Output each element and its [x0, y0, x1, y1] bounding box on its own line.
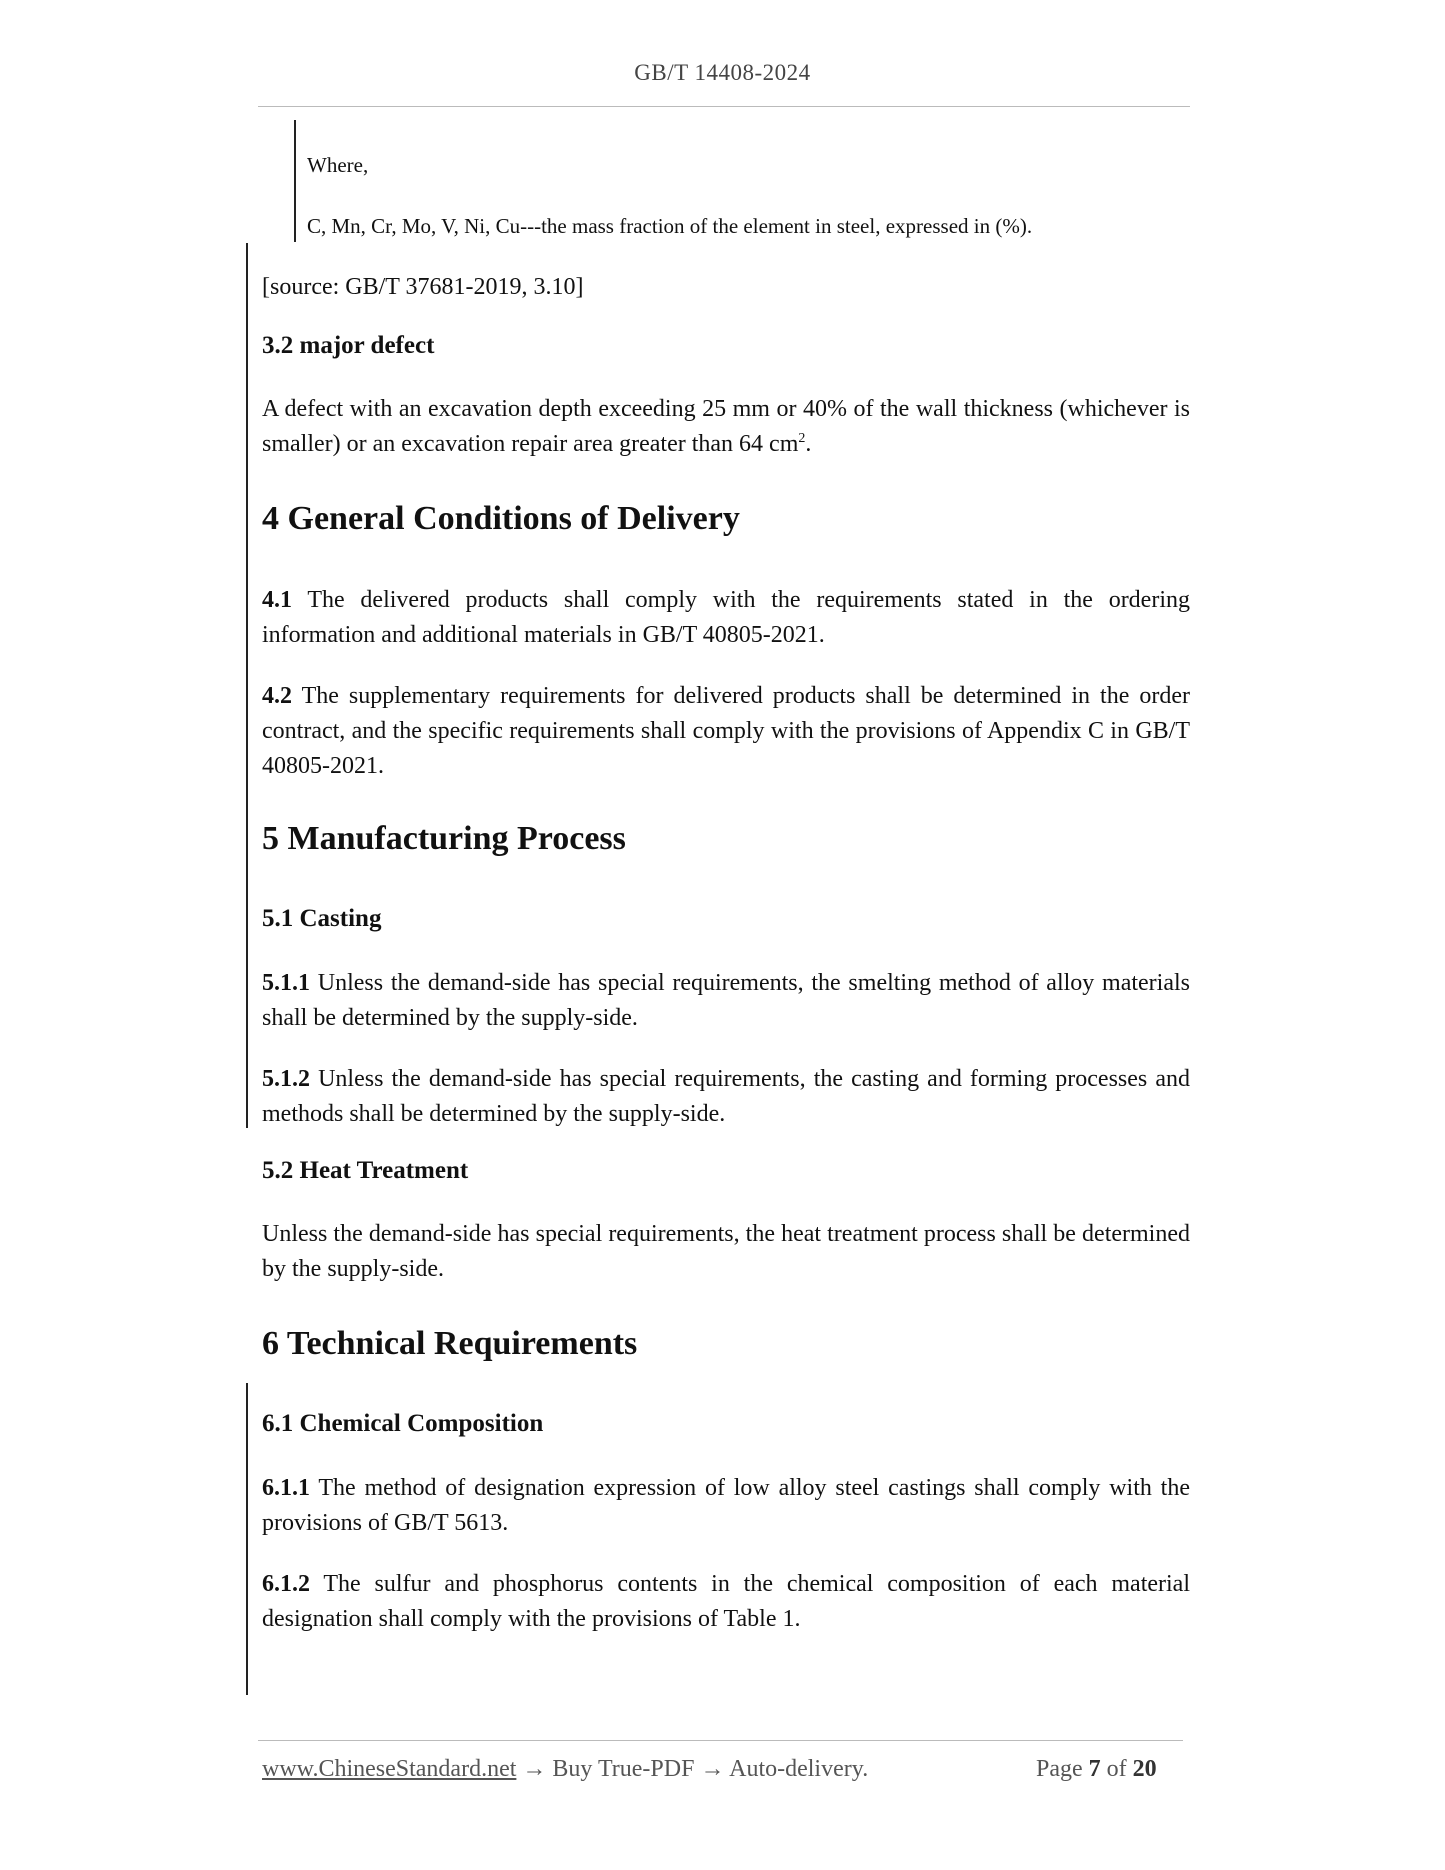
footer-divider: [258, 1740, 1183, 1741]
page-indicator: Page 7 of 20: [1036, 1756, 1157, 1782]
paragraph-5-1-1: 5.1.1 Unless the demand-side has special requirements, the smelting method of alloy materials shall be determined by the supply-side.: [262, 970, 1190, 1031]
paragraph-3-2: A defect with an excavation depth exceeding 25 mm or 40% of the wall thickness (whichever is smaller) or an excavation repair area greater than 64 $cm^2$.: [262, 396, 1190, 457]
paragraph-4-1: 4.1 The delivered products shall comply with the requirements stated in the ordering information and additional materials in GB/T 40805-2021.: [262, 587, 1190, 648]
heading-6-1: 6.1 Chemical Composition: [262, 1410, 544, 1437]
paragraph-6-1-1: 6.1.1 The method of designation expression of low alloy steel castings shall comply with the provisions of GB/T 5613.: [262, 1475, 1190, 1536]
revision-bar-section6: [246, 1383, 248, 1695]
heading-section-5: 5 Manufacturing Process: [262, 820, 626, 857]
header-divider: [258, 106, 1190, 107]
paragraph-6-1-2: 6.1.2 The sulfur and phosphorus contents in the chemical composition of each material designation shall comply with the provisions of Table 1.: [262, 1571, 1190, 1632]
paragraph-5-1-2: 5.1.2 Unless the demand-side has special requirements, the casting and forming processes and methods shall be determined by the supply-side.: [262, 1066, 1190, 1127]
footer-left: [262, 1756, 868, 1783]
footer-tagline: → Buy True-PDF → Auto-delivery.: [516, 1756, 869, 1782]
revision-bar-note: [294, 120, 296, 242]
note-where: Where,: [307, 153, 369, 177]
note-elements: C, Mn, Cr, Mo, V, Ni, Cu---the mass fraction of the element in steel, expressed in (%).: [307, 214, 1033, 238]
paragraph-4-2: 4.2 The supplementary requirements for delivered products shall be determined in the order contract, and the specific requirements shall comply with the provisions of Appendix C in GB/T 40805-2021.: [262, 683, 1190, 779]
heading-section-4: 4 General Conditions of Delivery: [262, 500, 740, 537]
heading-3-2: 3.2 major defect: [262, 332, 435, 359]
source-reference: [source: GB/T 37681-2019, 3.10]: [262, 274, 584, 300]
heading-5-1: 5.1 Casting: [262, 905, 382, 932]
paragraph-5-2: Unless the demand-side has special requirements, the heat treatment process shall be determined by the supply-side.: [262, 1221, 1190, 1282]
page-header-title: GB/T 14408-2024: [634, 60, 811, 85]
heading-section-6: 6 Technical Requirements: [262, 1325, 638, 1362]
heading-5-2: 5.2 Heat Treatment: [262, 1157, 469, 1184]
footer-site-link[interactable]: www.ChineseStandard.net: [262, 1756, 517, 1782]
revision-bar-main: [246, 243, 248, 1128]
